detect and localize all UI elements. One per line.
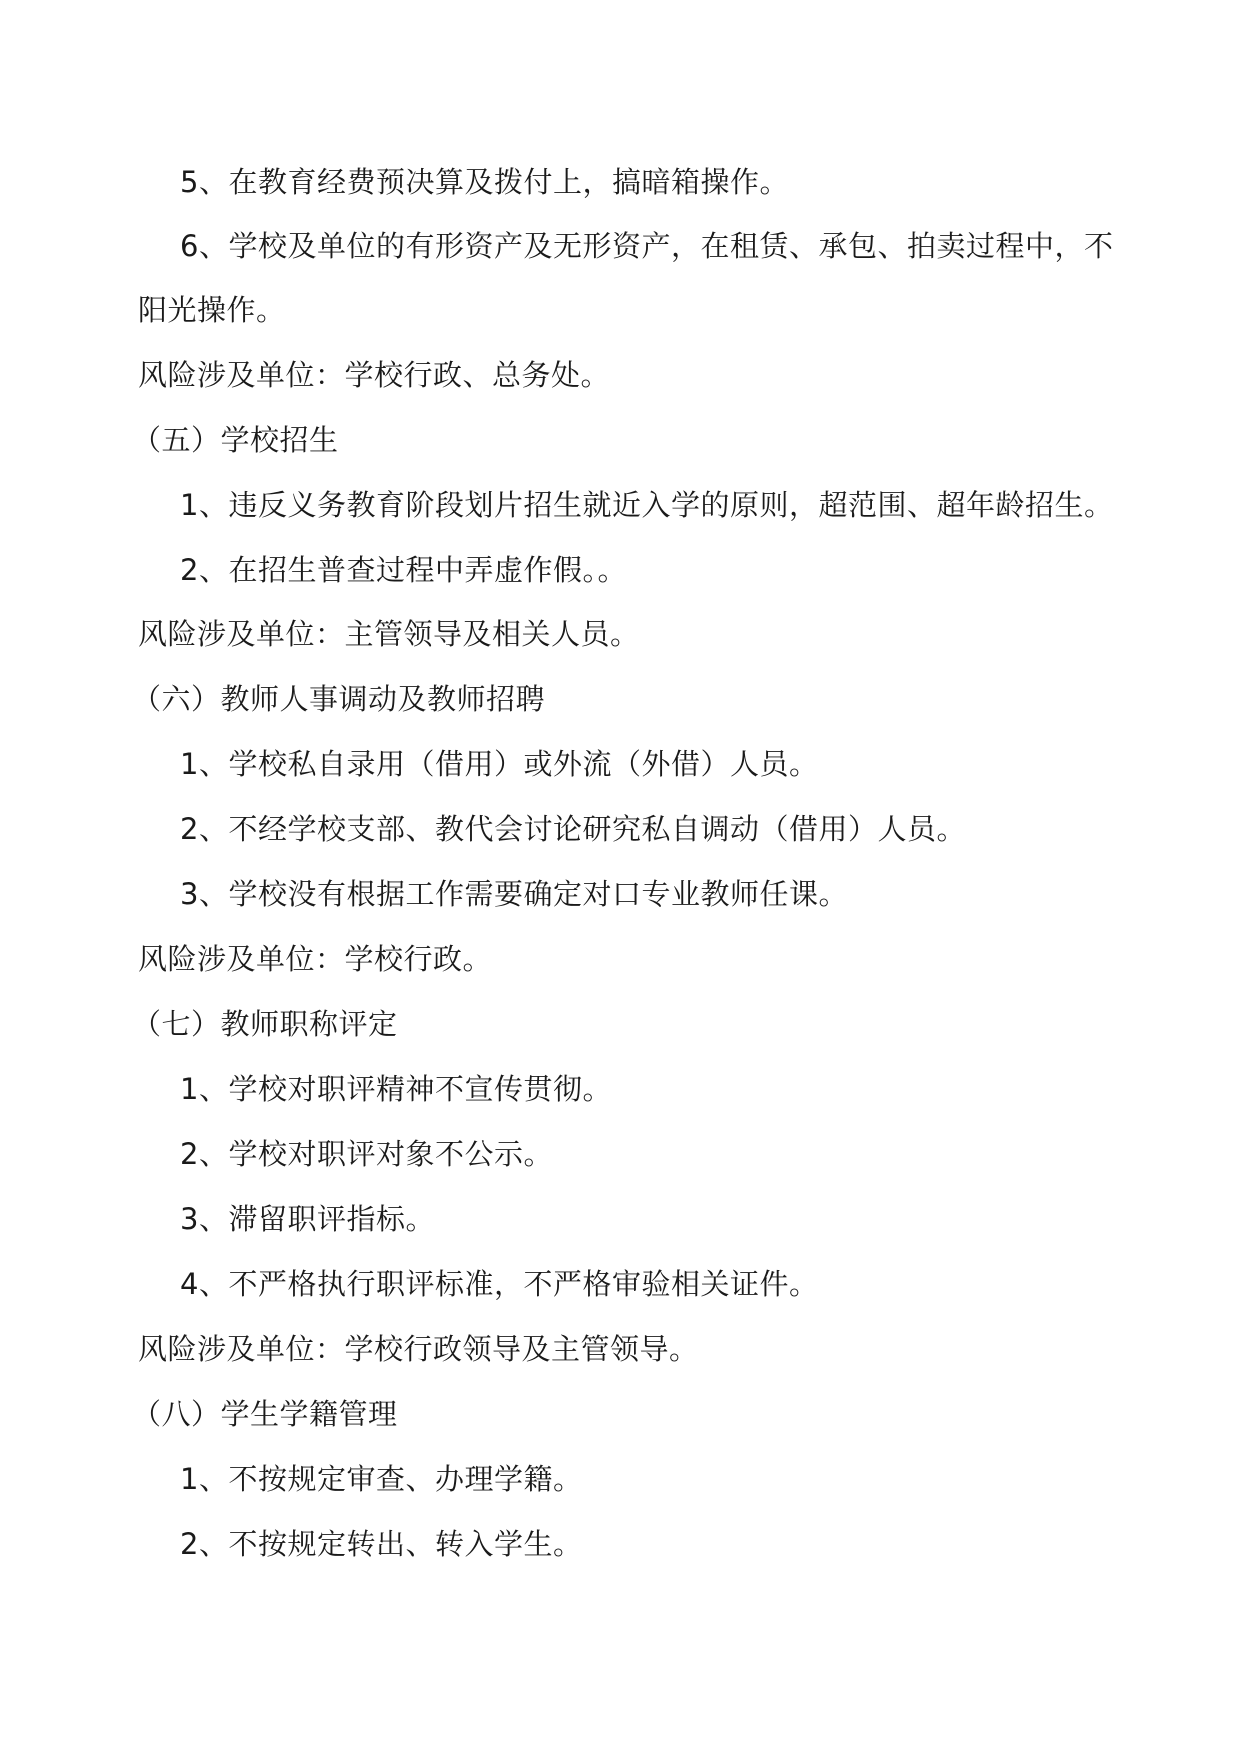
list-item: 3、学校没有根据工作需要确定对口专业教师任课。 — [180, 877, 848, 911]
list-item-continuation: 阳光操作。 — [138, 293, 286, 327]
list-item: 5、在教育经费预决算及拨付上，搞暗箱操作。 — [180, 165, 789, 199]
list-item: 1、违反义务教育阶段划片招生就近入学的原则，超范围、超年龄招生。 — [180, 488, 1114, 522]
list-item: 2、不经学校支部、教代会讨论研究私自调动（借用）人员。 — [180, 812, 966, 846]
section-heading: （六）教师人事调动及教师招聘 — [132, 682, 546, 716]
risk-unit-line: 风险涉及单位：学校行政、总务处。 — [138, 358, 611, 392]
list-item: 1、学校对职评精神不宣传贯彻。 — [180, 1072, 612, 1106]
section-heading: （七）教师职称评定 — [132, 1007, 398, 1041]
risk-unit-line: 风险涉及单位：学校行政。 — [138, 942, 493, 976]
list-item: 2、学校对职评对象不公示。 — [180, 1137, 553, 1171]
list-item: 6、学校及单位的有形资产及无形资产，在租赁、承包、拍卖过程中，不 — [180, 229, 1114, 263]
section-heading: （八）学生学籍管理 — [132, 1397, 398, 1431]
section-heading: （五）学校招生 — [132, 423, 339, 457]
risk-unit-line: 风险涉及单位：学校行政领导及主管领导。 — [138, 1332, 699, 1366]
list-item: 2、在招生普查过程中弄虚作假。。 — [180, 553, 627, 587]
risk-unit-line: 风险涉及单位：主管领导及相关人员。 — [138, 617, 640, 651]
list-item: 2、不按规定转出、转入学生。 — [180, 1527, 583, 1561]
list-item: 3、滞留职评指标。 — [180, 1202, 435, 1236]
list-item: 1、不按规定审查、办理学籍。 — [180, 1462, 583, 1496]
list-item: 4、不严格执行职评标准，不严格审验相关证件。 — [180, 1267, 819, 1301]
list-item: 1、学校私自录用（借用）或外流（外借）人员。 — [180, 747, 819, 781]
